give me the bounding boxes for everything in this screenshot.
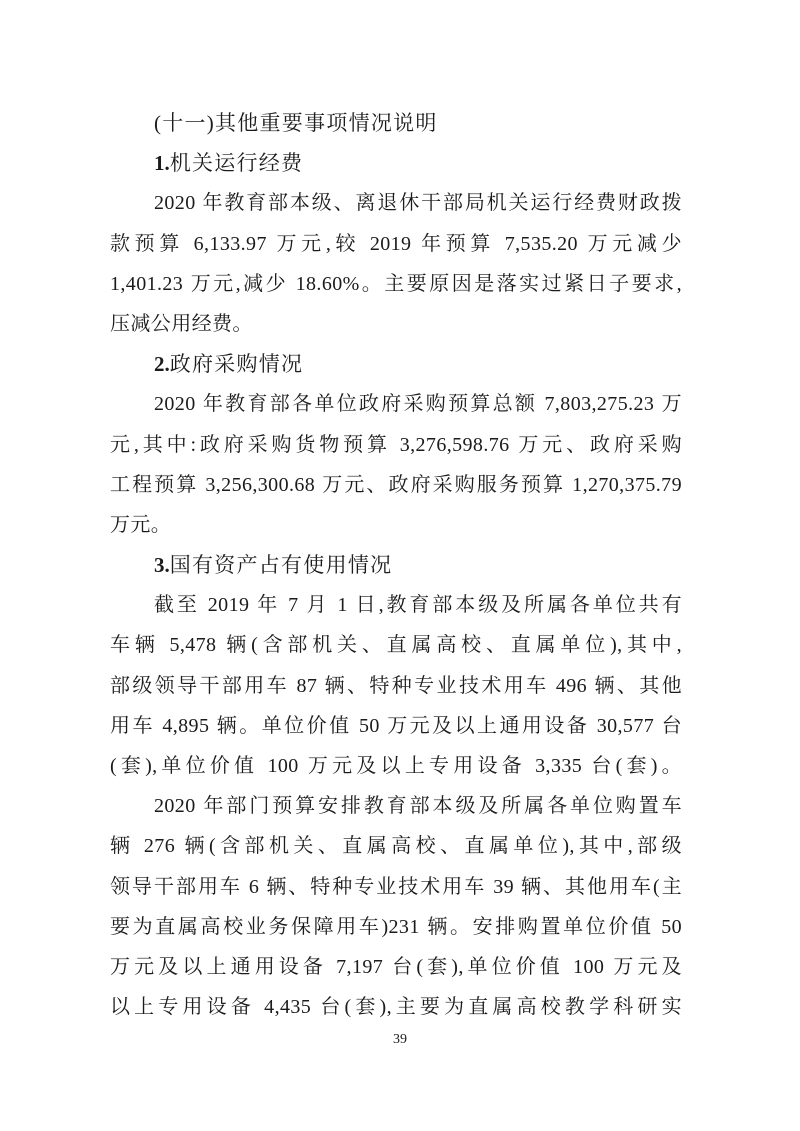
text-line: 辆 276 辆(含部机关、直属高校、直属单位),其中,部级 <box>110 835 682 858</box>
subsection-1-number: 1. <box>154 151 170 176</box>
text-line: 压减公用经费。 <box>110 312 253 335</box>
page-content <box>110 103 682 1027</box>
subsection-2 <box>110 344 682 545</box>
text-line: 部级领导干部用车 87 辆、特种专业技术用车 496 辆、其他 <box>110 674 682 697</box>
subsection-2-paragraphs <box>110 384 682 545</box>
subsection-1-label: 机关运行经费 <box>169 151 304 176</box>
paragraph <box>110 384 682 545</box>
subsection-2-number: 2. <box>154 352 170 377</box>
text-line: 2020 年部门预算安排教育部本级及所属各单位购置车 <box>154 795 682 818</box>
paragraph <box>110 585 682 786</box>
text-line: 要为直属高校业务保障用车)231 辆。安排购置单位价值 50 <box>110 915 682 938</box>
subsection-1-title <box>110 143 682 183</box>
text-line: 款预算 6,133.97 万元,较 2019 年预算 7,535.20 万元减少 <box>110 232 682 255</box>
text-line: (套),单位价值 100 万元及以上专用设备 3,335 台(套)。 <box>110 755 682 777</box>
subsection-3 <box>110 545 682 1027</box>
subsection-3-title <box>110 545 682 585</box>
text-line: 用车 4,895 辆。单位价值 50 万元及以上通用设备 30,577 台 <box>110 714 682 737</box>
text-line: 工程预算 3,256,300.68 万元、政府采购服务预算 1,270,375.79 <box>110 473 682 496</box>
subsection-1 <box>110 143 682 344</box>
subsection-3-number: 3. <box>154 553 170 578</box>
text-line: 元,其中:政府采购货物预算 3,276,598.76 万元、政府采购 <box>110 433 682 456</box>
subsection-1-paragraphs <box>110 183 682 344</box>
subsection-2-label: 政府采购情况 <box>169 352 304 377</box>
text-line: 领导干部用车 6 辆、特种专业技术用车 39 辆、其他用车(主 <box>110 875 682 898</box>
paragraph <box>110 786 682 1027</box>
section-heading: (十一)其他重要事项情况说明 <box>154 111 438 135</box>
subsection-3-label: 国有资产占有使用情况 <box>169 553 393 578</box>
page-number: 39 <box>393 1032 407 1047</box>
subsection-2-title <box>110 344 682 384</box>
text-line: 万元及以上通用设备 7,197 台(套),单位价值 100 万元及 <box>110 955 682 978</box>
paragraph <box>110 183 682 344</box>
text-line: 万元。 <box>110 513 172 536</box>
text-line: 截至 2019 年 7 月 1 日,教育部本级及所属各单位共有 <box>154 594 682 617</box>
text-line: 2020 年教育部本级、离退休干部局机关运行经费财政拨 <box>154 192 682 215</box>
text-line: 2020 年教育部各单位政府采购预算总额 7,803,275.23 万 <box>154 393 682 416</box>
text-line: 1,401.23 万元,减少 18.60%。主要原因是落实过紧日子要求, <box>110 272 682 295</box>
subsection-3-paragraphs <box>110 585 682 1027</box>
text-line: 车辆 5,478 辆(含部机关、直属高校、直属单位),其中, <box>110 634 682 657</box>
text-line: 以上专用设备 4,435 台(套),主要为直属高校教学科研实 <box>110 996 682 1019</box>
